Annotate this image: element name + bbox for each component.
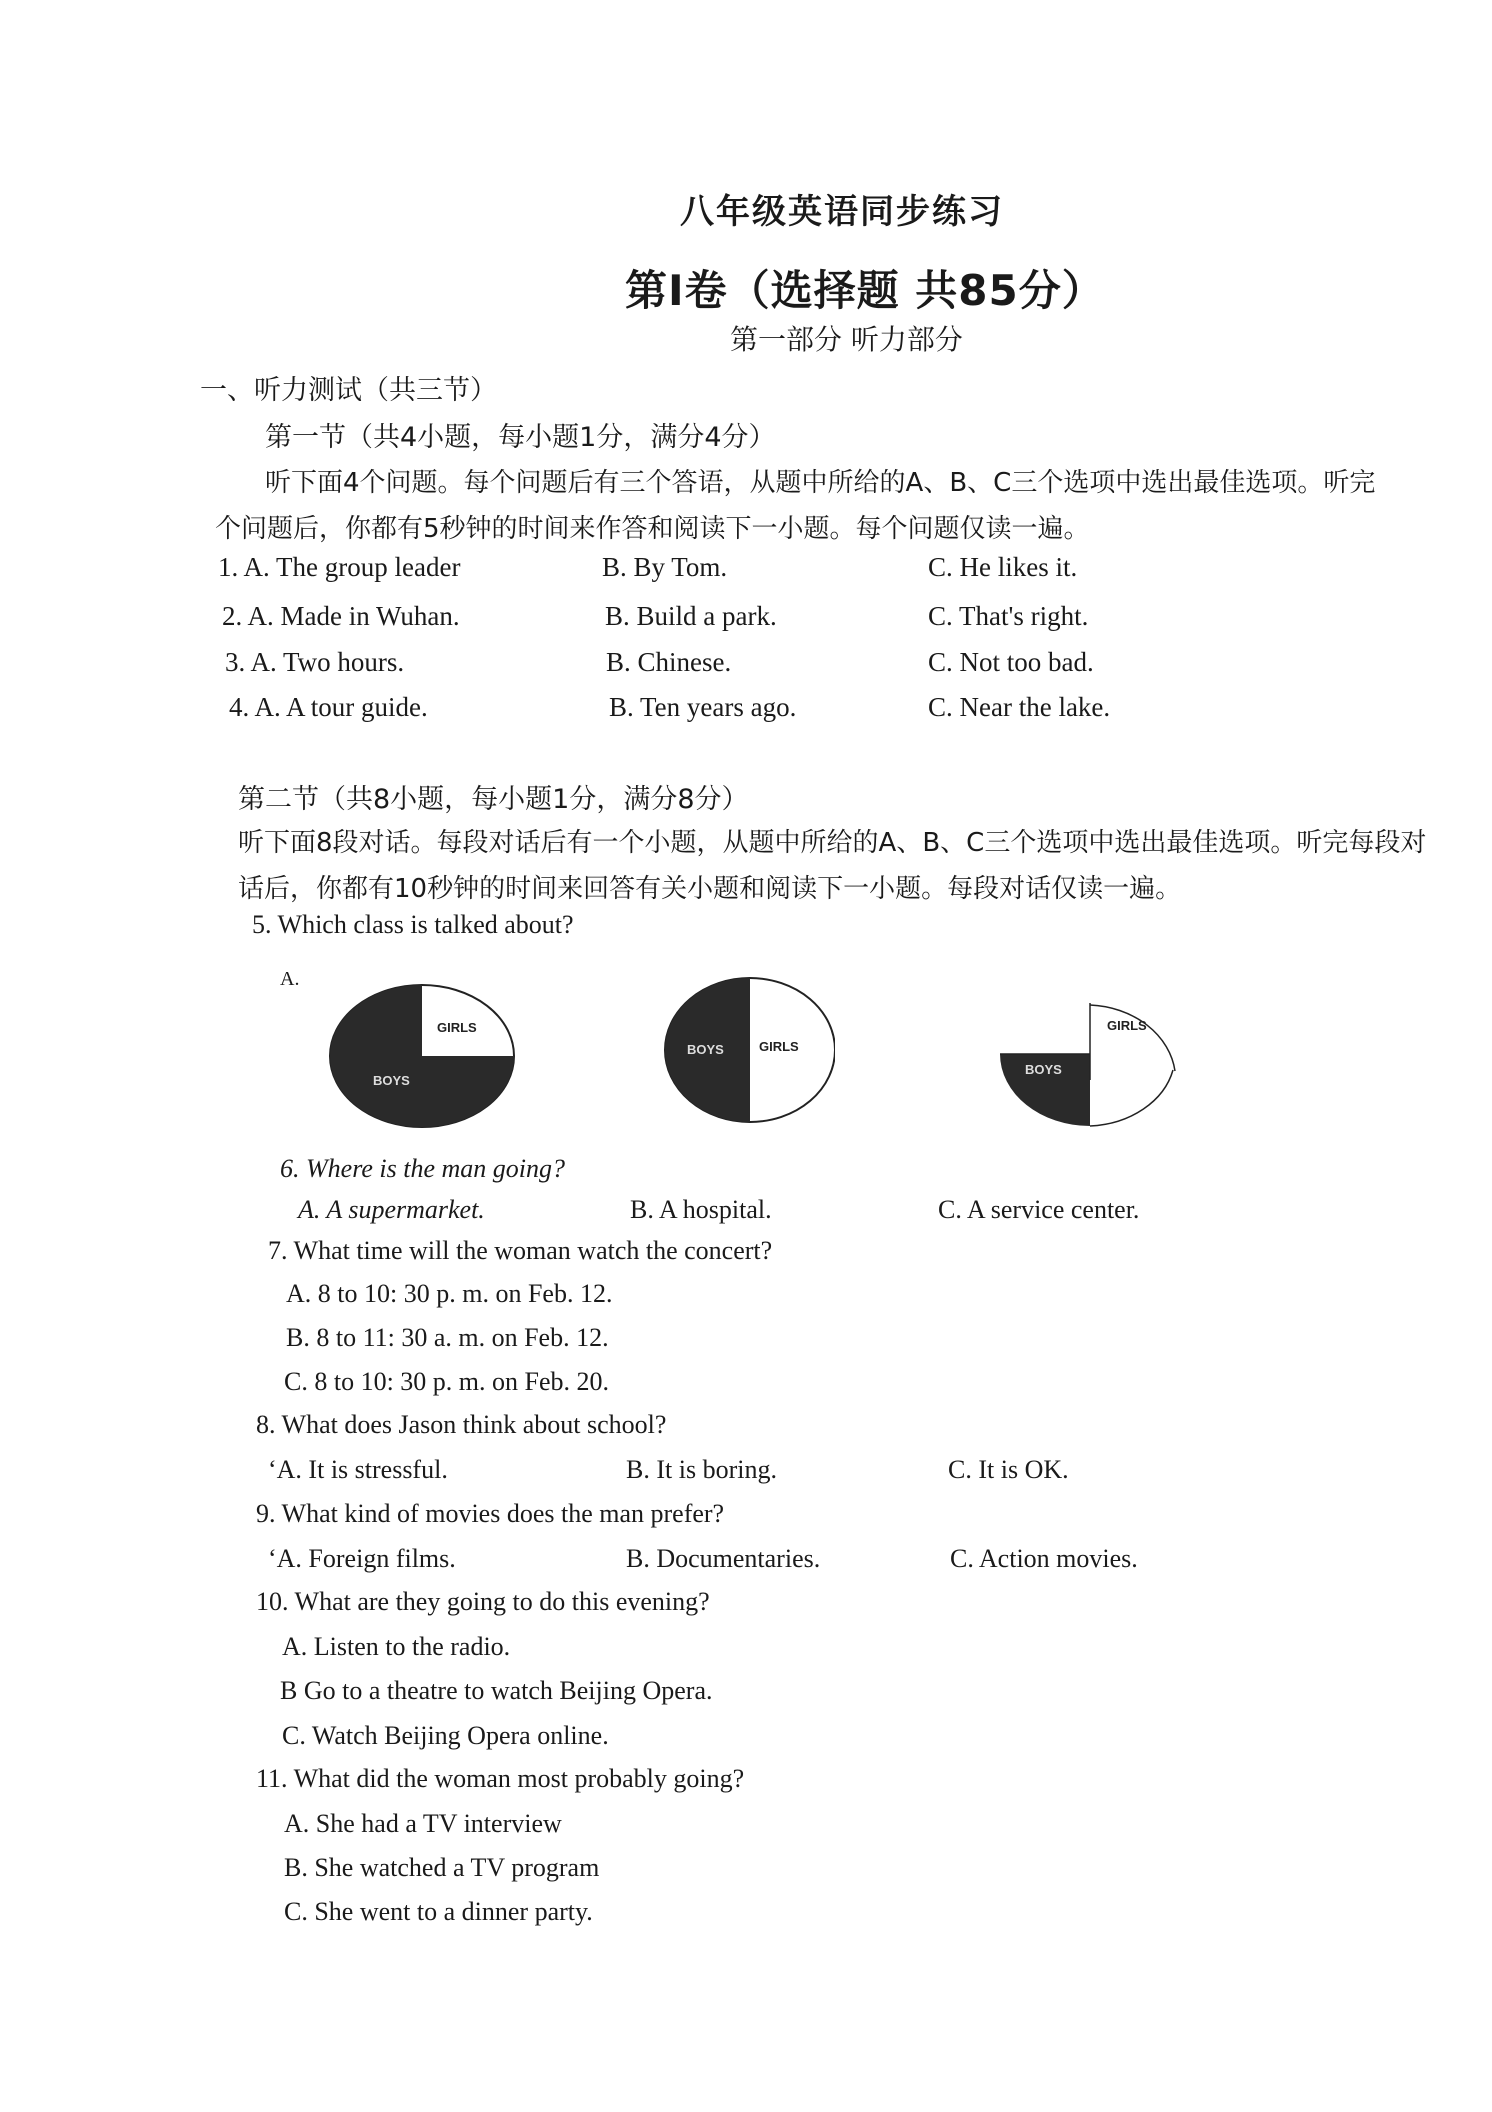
pie-b-girls-label: GIRLS (759, 1039, 799, 1054)
q5-question: 5. Which class is talked about? (252, 910, 574, 939)
q9-question: 9. What kind of movies does the man prefer? (256, 1499, 725, 1528)
part-title: 第一部分 听力部分 (730, 323, 963, 356)
q6-option-a: A. A supermarket. (298, 1195, 485, 1224)
q11-question: 11. What did the woman most probably going? (256, 1764, 745, 1793)
q1-option-b: B. By Tom. (602, 552, 728, 582)
q1-option-c: C. He likes it. (928, 552, 1078, 582)
q11-option-b: B. She watched a TV program (284, 1853, 600, 1882)
q8-option-c: C. It is OK. (948, 1455, 1069, 1484)
instructions-2-line-1: 听下面8段对话。每段对话后有一个小题，从题中所给的A、B、C三个选项中选出最佳选项。听完每段对 (238, 828, 1427, 858)
q5-option-a-label: A. (280, 968, 300, 990)
q2-option-b: B. Build a park. (605, 601, 777, 631)
subsection-heading-2: 第二节（共8小题，每小题1分，满分8分） (238, 784, 749, 815)
q3-option-b: B. Chinese. (606, 647, 732, 677)
pie-b-boys-label: BOYS (687, 1042, 724, 1057)
q8-option-a: ʻA. It is stressful. (268, 1455, 448, 1484)
q4-option-c: C. Near the lake. (928, 692, 1111, 722)
q10-question: 10. What are they going to do this evening? (256, 1587, 710, 1616)
q8-option-b: B. It is boring. (626, 1455, 777, 1484)
q4-option-a: 4. A. A tour guide. (229, 692, 428, 722)
pie-chart-c (995, 968, 1195, 1128)
q7-option-a: A. 8 to 10: 30 p. m. on Feb. 12. (286, 1279, 613, 1308)
section-heading: 一、听力测试（共三节） (200, 375, 497, 406)
q10-option-b: B Go to a theatre to watch Beijing Opera. (280, 1676, 713, 1705)
instructions-line-1: 听下面4个问题。每个问题后有三个答语，从题中所给的A、B、C三个选项中选出最佳选项。听完 (265, 468, 1376, 498)
q11-option-a: A. She had a TV interview (284, 1809, 562, 1838)
pie-chart-a (325, 968, 525, 1128)
q10-option-a: A. Listen to the radio. (282, 1632, 511, 1661)
subsection-heading-1: 第一节（共4小题，每小题1分，满分4分） (265, 422, 776, 453)
pie-c-girls-label: GIRLS (1107, 1018, 1147, 1033)
volume-title: 第Ⅰ卷（选择题 共85分） (625, 266, 1105, 315)
q11-option-c: C. She went to a dinner party. (284, 1897, 593, 1926)
q6-option-b: B. A hospital. (630, 1195, 772, 1224)
q7-option-b: B. 8 to 11: 30 a. m. on Feb. 12. (286, 1323, 609, 1352)
q6-question: 6. Where is the man going? (280, 1154, 565, 1183)
q1-option-a: 1. A. The group leader (218, 552, 461, 582)
pie-a-boys-label: BOYS (373, 1073, 410, 1088)
q3-option-c: C. Not too bad. (928, 647, 1094, 677)
q10-option-c: C. Watch Beijing Opera online. (282, 1721, 609, 1750)
pie-c-boys-label: BOYS (1025, 1062, 1062, 1077)
instructions-2-line-2: 话后，你都有10秒钟的时间来回答有关小题和阅读下一小题。每段对话仅读一遍。 (238, 874, 1182, 904)
q9-option-a: ʻA. Foreign films. (268, 1544, 456, 1573)
instructions-line-2: 个问题后，你都有5秒钟的时间来作答和阅读下一小题。每个问题仅读一遍。 (215, 514, 1090, 544)
q8-question: 8. What does Jason think about school? (256, 1410, 667, 1439)
q7-option-c: C. 8 to 10: 30 p. m. on Feb. 20. (284, 1367, 610, 1396)
page-title: 八年级英语同步练习 (680, 192, 1004, 232)
pie-a-girls-label: GIRLS (437, 1020, 477, 1035)
q4-option-b: B. Ten years ago. (609, 692, 797, 722)
q7-question: 7. What time will the woman watch the concert? (268, 1236, 773, 1265)
q3-option-a: 3. A. Two hours. (225, 647, 405, 677)
q9-option-b: B. Documentaries. (626, 1544, 821, 1573)
q2-option-a: 2. A. Made in Wuhan. (222, 601, 460, 631)
q6-option-c: C. A service center. (938, 1195, 1140, 1224)
q2-option-c: C. That's right. (928, 601, 1089, 631)
pie-chart-b (655, 968, 835, 1128)
q9-option-c: C. Action movies. (950, 1544, 1138, 1573)
